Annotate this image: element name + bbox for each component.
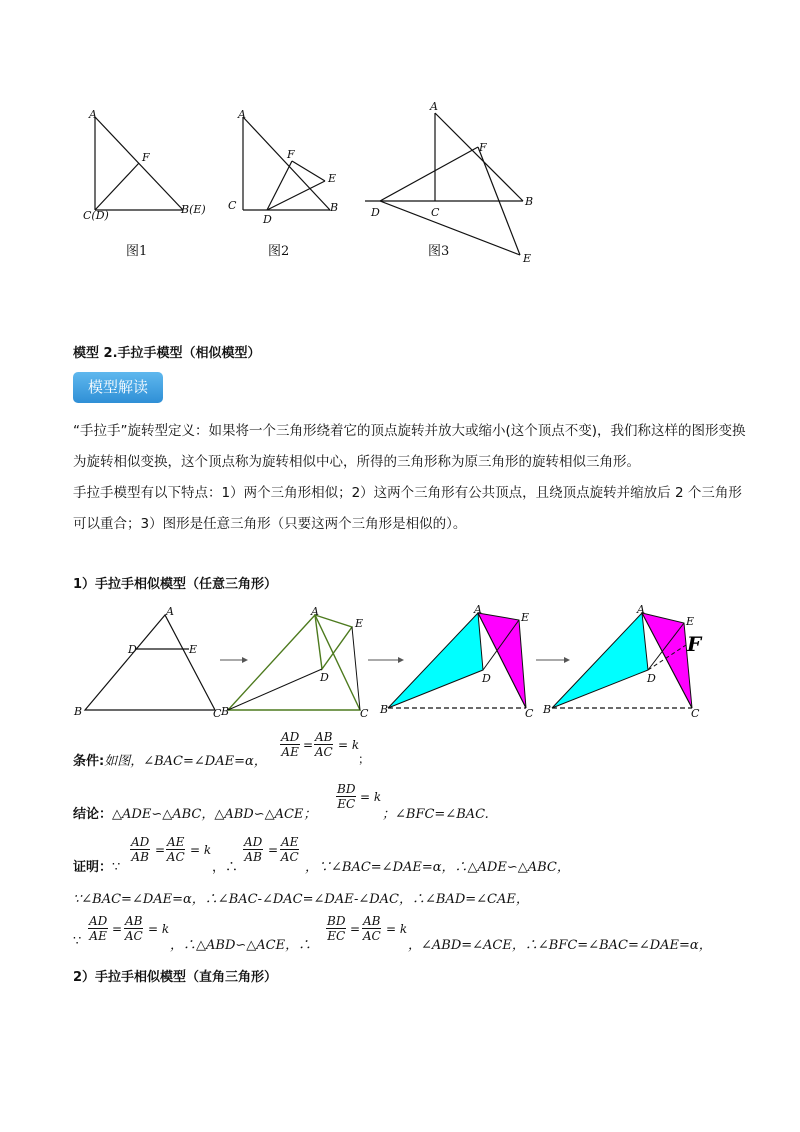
label-F: F [142, 151, 150, 164]
svg-text:D: D [647, 672, 656, 685]
label-B: B [525, 195, 534, 208]
label-C: C [228, 199, 237, 212]
svg-text:D: D [320, 671, 329, 684]
proof-line-1: 证明：∵ [73, 860, 121, 875]
features-paragraph: 手拉手模型有以下特点：1）两个三角形相似；2）这两个三角形有公共顶点，且绕顶点旋转并缩放后 2 个三角形可以重合；3）图形是任意三角形（只要这两个三角形是相似的）。 [73, 485, 742, 532]
label-CD: C(D) [83, 209, 109, 222]
svg-text:A: A [637, 605, 645, 616]
condition-line: 条件:如图，∠BAC=∠DAE=α， [73, 754, 267, 769]
svg-text:D: D [482, 672, 491, 685]
svg-text:B: B [74, 705, 83, 718]
svg-text:E: E [521, 611, 530, 624]
figure-2-caption: 图2 [268, 244, 290, 259]
figure-3-caption: 图3 [428, 244, 450, 259]
figure-1-caption: 图1 [126, 244, 148, 259]
svg-text:F: F [687, 632, 702, 656]
arrow-2 [368, 657, 404, 663]
seq-figure-3 [379, 605, 534, 720]
conclusion-line: 结论：△ADE∽△ABC，△ABD∽△ACE； [73, 807, 317, 822]
proof-line-3: ∵ [73, 934, 82, 949]
svg-text:C: C [691, 707, 700, 720]
svg-text:B: B [380, 703, 389, 716]
fraction: $\frac{AB}{AC}$ [314, 730, 333, 759]
seq-figure-4 [542, 605, 703, 720]
svg-text:D: D [128, 643, 137, 656]
label-B: B [330, 201, 339, 214]
seq-figure-1 [73, 605, 222, 720]
fraction: $\frac{AD}{AE}$ [281, 730, 300, 759]
label-F: F [479, 141, 487, 154]
svg-text:A: A [311, 605, 319, 618]
model-reading-badge: 模型解读 [73, 372, 163, 403]
label-D: D [263, 213, 272, 226]
svg-text:A: A [474, 605, 482, 616]
label-BE: B(E) [181, 203, 206, 216]
svg-text:E: E [355, 617, 364, 630]
svg-text:B: B [221, 705, 230, 718]
label-C: C [431, 206, 440, 219]
svg-text:C: C [525, 707, 534, 720]
svg-text:B: B [543, 703, 552, 716]
subsection-2-title: 2）手拉手相似模型（直角三角形） [73, 970, 278, 985]
label-A: A [89, 108, 97, 121]
label-F: F [287, 148, 295, 161]
label-A: A [238, 108, 246, 121]
arrow-3 [536, 657, 570, 663]
fraction: $\frac{BD}{EC}$ [337, 782, 356, 811]
model-title: 模型 2.手拉手模型（相似模型） [73, 346, 261, 361]
label-A: A [430, 100, 438, 113]
svg-text:A: A [166, 605, 174, 618]
definition-paragraph: “手拉手”旋转型定义：如果将一个三角形绕着它的顶点旋转并放大或缩小(这个顶点不变)，我们称这样的图形变换为旋转相似变换，这个顶点称为旋转相似中心，所得的三角形称为原三角形的旋转相似三角形。 [73, 423, 746, 470]
figure-3 [360, 95, 545, 270]
proof-line-2: ∵∠BAC=∠DAE=α，∴∠BAC-∠DAC=∠DAE-∠DAC，∴∠BAD=∠CAE， [73, 892, 529, 907]
svg-text:C: C [213, 707, 222, 720]
label-E: E [523, 252, 532, 265]
svg-text:E: E [189, 643, 198, 656]
label-E: E [328, 172, 337, 185]
subsection-1-title: 1）手拉手相似模型（任意三角形） [73, 577, 278, 592]
sequence-figures [70, 605, 730, 725]
figure-2 [225, 105, 355, 265]
svg-text:C: C [360, 707, 369, 720]
label-D: D [371, 206, 380, 219]
svg-text:E: E [686, 615, 695, 628]
arrow-1 [220, 657, 248, 663]
figure-1 [75, 105, 235, 265]
